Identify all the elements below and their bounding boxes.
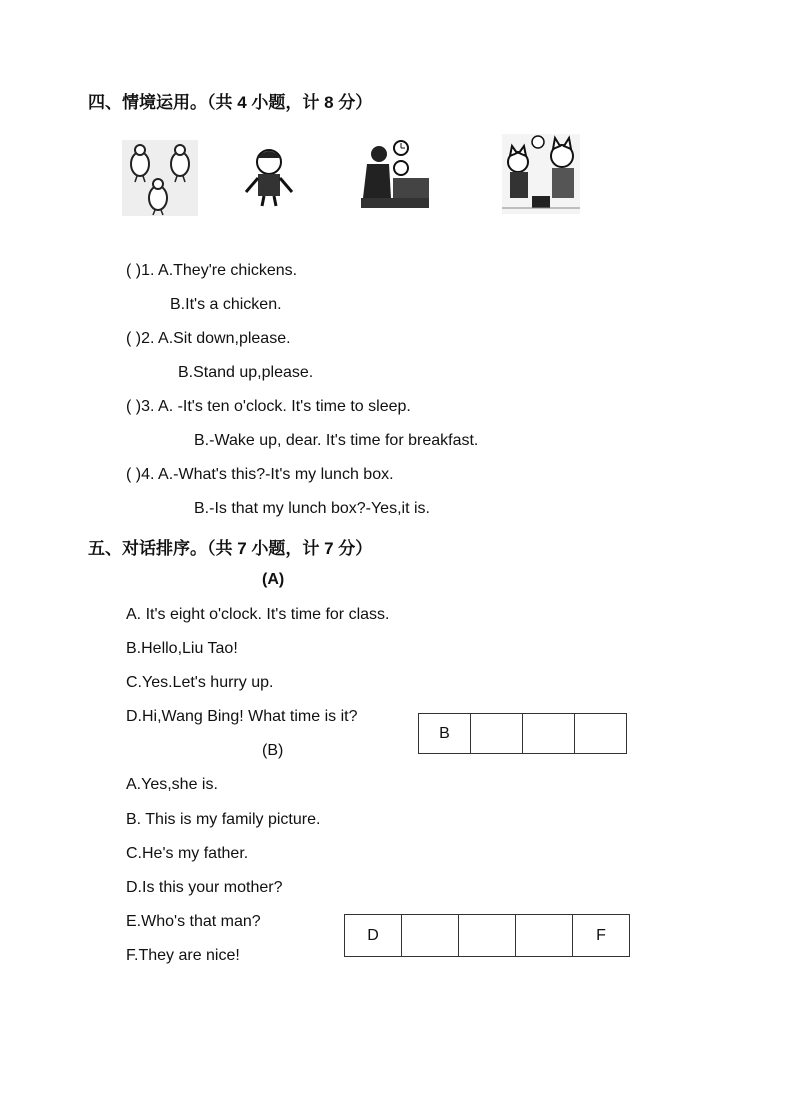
boy-standing-image: [238, 146, 300, 208]
answer-box[interactable]: B: [419, 714, 471, 754]
answer-box[interactable]: [575, 714, 627, 754]
question-2-option-a-row: [126, 330, 291, 348]
option-a: A.Sit down,please.: [158, 330, 291, 347]
answer-box[interactable]: [402, 915, 459, 957]
question-1-option-a-row: [126, 262, 297, 280]
answer-blank[interactable]: ( ): [126, 330, 142, 347]
part-a-answer-boxes: [418, 713, 627, 754]
cats-lunch-box-image: [502, 134, 580, 214]
part-a-line-a: A. It's eight o'clock. It's time for class.: [126, 606, 390, 623]
answer-box[interactable]: [459, 915, 516, 957]
part-b-line-a: A.Yes,she is.: [126, 776, 218, 793]
section5-heading: 五、对话排序。（共 7 小题，计 7 分）: [88, 539, 373, 558]
option-a: A.-What's this?-It's my lunch box.: [158, 466, 394, 483]
chickens-image: [122, 140, 198, 216]
question-1-option-b: B.It's a chicken.: [170, 296, 282, 313]
part-a-line-c: C.Yes.Let's hurry up.: [126, 674, 274, 691]
question-3-option-b: B.-Wake up, dear. It's time for breakfast.: [194, 432, 479, 449]
part-a-line-d: D.Hi,Wang Bing! What time is it?: [126, 708, 358, 725]
question-3-option-a-row: [126, 398, 411, 416]
answer-box[interactable]: D: [345, 915, 402, 957]
part-a-label: (A): [262, 571, 285, 588]
answer-blank[interactable]: ( ): [126, 262, 142, 279]
part-b-line-e: E.Who's that man?: [126, 913, 261, 930]
question-number: 3.: [141, 398, 155, 415]
option-a: A.They're chickens.: [158, 262, 298, 279]
part-b-answer-boxes: [344, 914, 630, 957]
question-number: 4.: [141, 466, 155, 483]
mother-waking-child-image: [357, 138, 431, 212]
answer-box[interactable]: [516, 915, 573, 957]
question-4-option-b: B.-Is that my lunch box?-Yes,it is.: [194, 500, 430, 517]
answer-box[interactable]: [471, 714, 523, 754]
answer-blank[interactable]: ( ): [126, 466, 142, 483]
part-b-line-d: D.Is this your mother?: [126, 879, 283, 896]
part-b-line-c: C.He's my father.: [126, 845, 249, 862]
question-number: 1.: [141, 262, 155, 279]
part-b-line-b: B. This is my family picture.: [126, 811, 321, 828]
section4-heading: 四、情境运用。（共 4 小题，计 8 分）: [88, 93, 373, 112]
answer-box[interactable]: [523, 714, 575, 754]
answer-box[interactable]: F: [573, 915, 630, 957]
question-4-option-a-row: [126, 466, 394, 484]
option-a: A. -It's ten o'clock. It's time to sleep.: [158, 398, 411, 415]
part-b-line-f: F.They are nice!: [126, 947, 240, 964]
part-b-label: (B): [262, 742, 284, 759]
question-number: 2.: [141, 330, 155, 347]
answer-blank[interactable]: ( ): [126, 398, 142, 415]
part-a-line-b: B.Hello,Liu Tao!: [126, 640, 238, 657]
question-2-option-b: B.Stand up,please.: [178, 364, 314, 381]
